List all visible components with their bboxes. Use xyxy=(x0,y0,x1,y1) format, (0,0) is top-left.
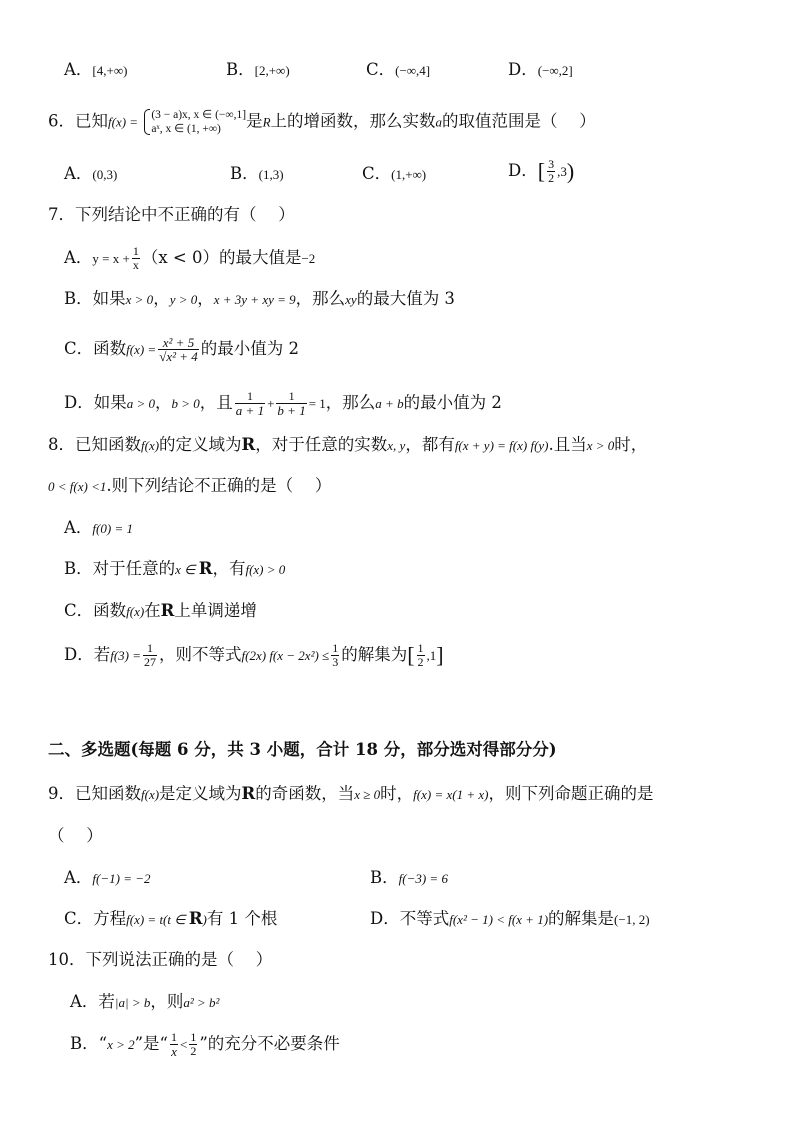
q7-option-b: B．如果x > 0，y > 0，x + 3y + xy = 9，那么xy的最大值为 3 xyxy=(64,289,455,308)
q6-option-c: C．(1,+∞) xyxy=(362,164,427,183)
q7-option-c: C．函数f(x) = $\frac{\text{x² + 5}}{\text{√x² + 4}}$ 的最小值为 2 xyxy=(64,335,300,364)
q8-option-b: B．对于任意的x ∈ R，有f(x) > 0 xyxy=(64,559,286,578)
q5-option-b: B．[2,+∞) xyxy=(226,60,290,79)
q6-option-d: D．[ $\frac{3}{2}$ ,3) xyxy=(508,157,575,185)
q7-option-a: A．y = x + $\frac{1}{x}$ （x < 0）的最大值是−2 xyxy=(64,244,316,272)
q9-option-c: C．方程f(x) = t(t ∈ R)有 1 个根 xyxy=(64,909,278,928)
q10-option-a: A．若|a| > b，则a² > b² xyxy=(70,992,220,1011)
q8-stem-line1: 8．已知函数f(x)的定义域为R，对于任意的实数x, y，都有f(x + y) = f(x) f(y).且当x > 0时， xyxy=(48,435,648,454)
q5-option-d: D．(−∞,2] xyxy=(508,60,573,79)
q7-option-d: D．如果a > 0，b > 0，且 $\frac{1}{a + 1}$ + $\frac{1}{b + 1}$ = 1，那么a + b的最小值为 2 xyxy=(64,389,502,418)
q8-option-a: A．f(0) = 1 xyxy=(64,518,133,537)
q9-option-a: A．f(−1) = −2 xyxy=(64,868,151,887)
q10-option-b: B．“x > 2”是“ $\frac{1}{x}$ < $\frac{1}{2}$ ”的充分不必要条件 xyxy=(70,1030,340,1059)
q5-option-c: C．(−∞,4] xyxy=(366,60,431,79)
q9-option-b: B．f(−3) = 6 xyxy=(370,868,448,887)
q8-option-d: D．若f(3) = $\frac{1}{27}$ ，则不等式f(2x) f(x − 2x²) ≤ $\frac{1}{3}$ 的解集为[ $\frac{1}{2}$ ,1] xyxy=(64,641,444,669)
q5-option-a: A．[4,+∞) xyxy=(64,60,128,79)
q8-stem-line2: 0 < f(x) <1.则下列结论不正确的是（ ） xyxy=(48,476,332,495)
q7-stem: 7．下列结论中不正确的有（ ） xyxy=(48,205,295,224)
q10-stem: 10．下列说法正确的是（ ） xyxy=(48,950,273,969)
q6-stem: 6．已知f(x) = (3 − a)x, x ∈ (−∞,1] aˣ, x ∈ (1, +∞) 是R上的增函数，那么实数a的取值范围是（ ） xyxy=(48,109,596,135)
q6-option-a: A．(0,3) xyxy=(64,164,118,183)
q6-piecewise: (3 − a)x, x ∈ (−∞,1] aˣ, x ∈ (1, +∞) xyxy=(143,108,246,136)
q9-stem-line1: 9．已知函数f(x)是定义域为R的奇函数，当x ≥ 0时，f(x) = x(1 + x)，则下列命题正确的是 xyxy=(48,784,654,803)
section-2-heading: 二、多选题(每题 6 分，共 3 小题，合计 18 分，部分选对得部分分) xyxy=(48,740,557,759)
q9-option-d: D．不等式f(x² − 1) < f(x + 1)的解集是(−1, 2) xyxy=(370,909,650,928)
q6-option-b: B．(1,3) xyxy=(230,164,284,183)
q8-option-c: C．函数f(x)在R上单调递增 xyxy=(64,601,257,620)
q9-stem-line2: （ ） xyxy=(48,826,103,845)
